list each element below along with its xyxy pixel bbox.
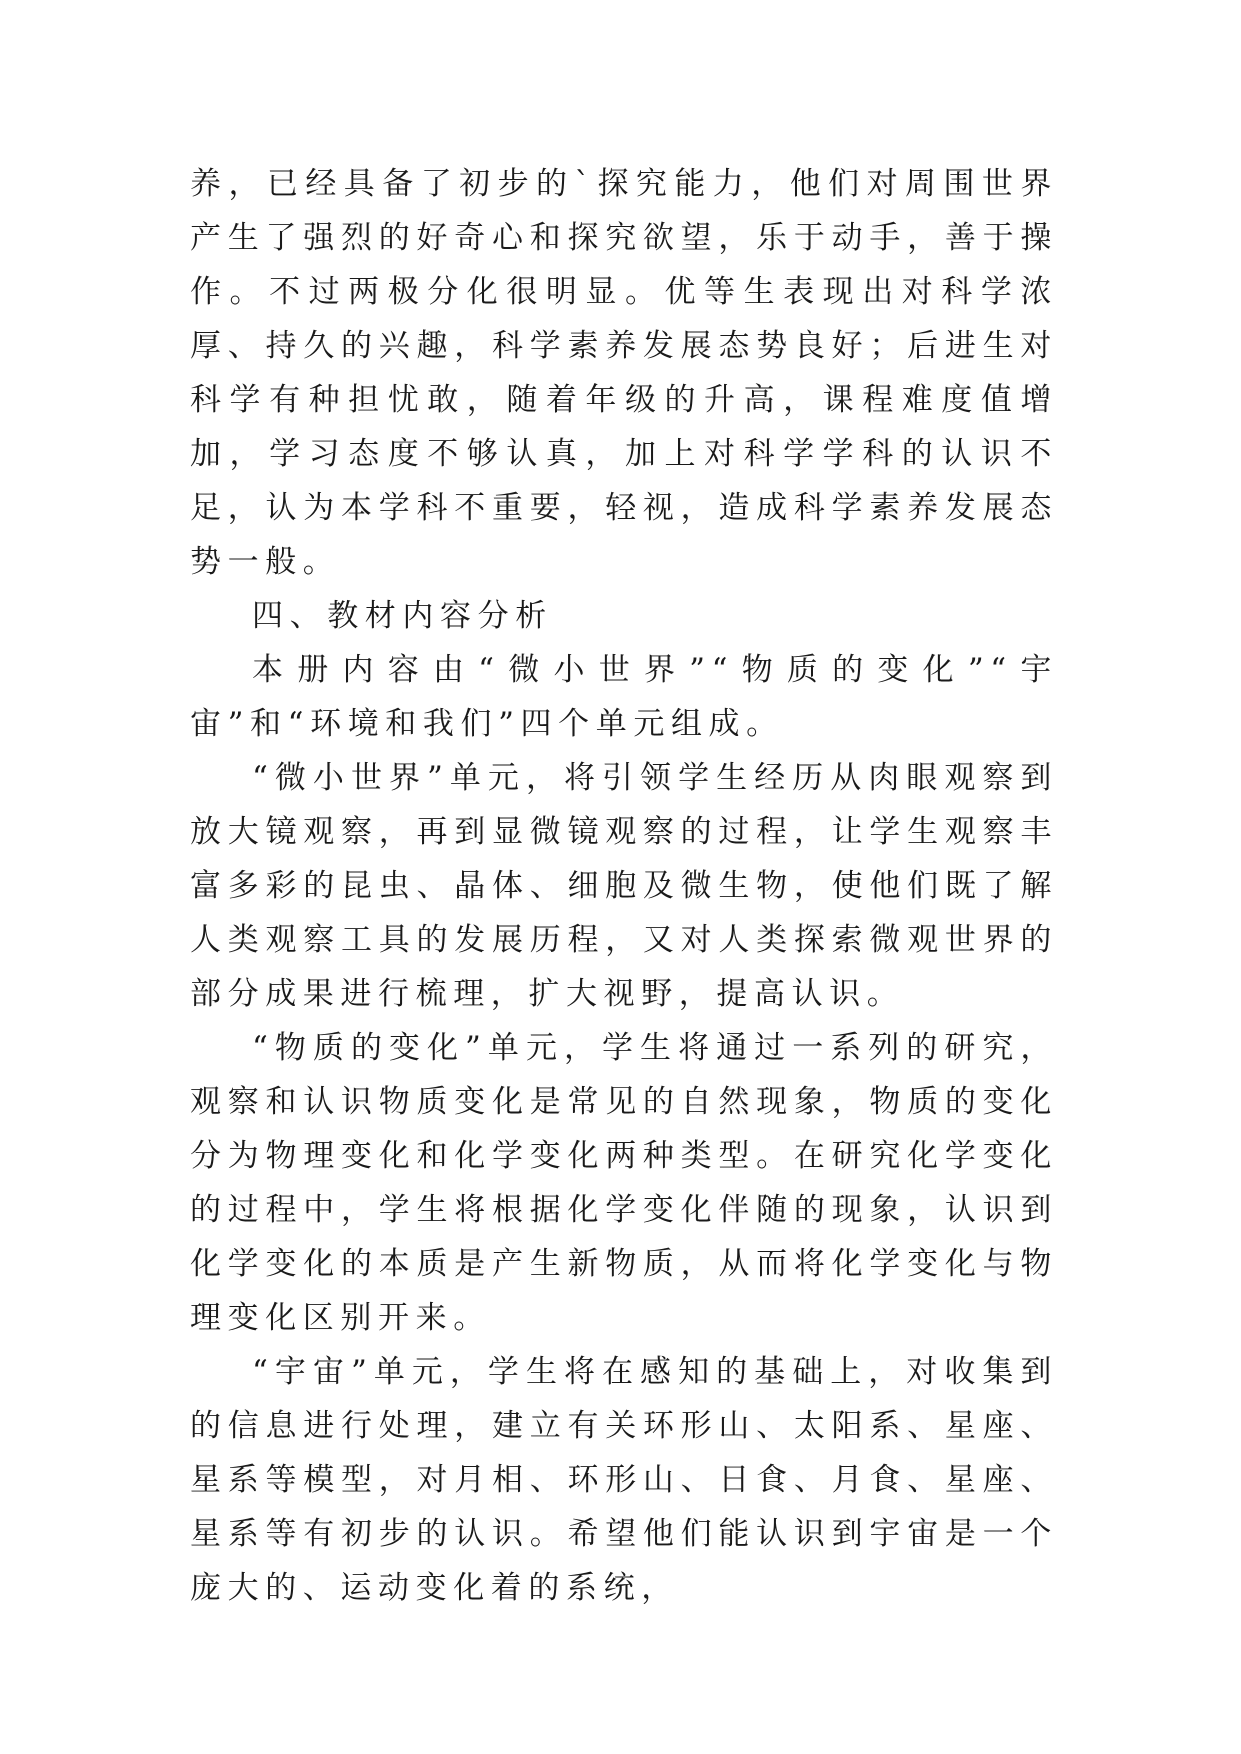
paragraph-universe-unit: “宇宙”单元，学生将在感知的基础上，对收集到的信息进行处理，建立有关环形山、太阳系、星座、星系等模型，对月相、环形山、日食、月食、星座、星系等有初步的认识。希望他们能认识到宇宙是一个庞大的、运动变化着的系统， — [190, 1354, 1058, 1606]
paragraph-matter-change-unit: “物质的变化”单元，学生将通过一系列的研究，观察和认识物质变化是常见的自然现象，物质的变化分为物理变化和化学变化两种类型。在研究化学变化的过程中，学生将根据化学变化伴随的现象，认识到化学变化的本质是产生新物质，从而将化学变化与物理变化区别开来。 — [190, 1030, 1058, 1336]
paragraph-student-analysis-continued: 养，已经具备了初步的`探究能力，他们对周围世界产生了强烈的好奇心和探究欲望，乐于动手，善于操作。不过两极分化很明显。优等生表现出对科学浓厚、持久的兴趣，科学素养发展态势良好；后进生对科学有种担忧敢，随着年级的升高，课程难度值增加，学习态度不够认真，加上对科学学科的认识不足，认为本学科不重要，轻视，造成科学素养发展态势一般。 — [190, 166, 1058, 580]
paragraph-units-overview: 本册内容由“微小世界”“物质的变化”“宇宙”和“环境和我们”四个单元组成。 — [190, 652, 1058, 742]
paragraph-micro-world-unit: “微小世界”单元，将引领学生经历从肉眼观察到放大镜观察，再到显微镜观察的过程，让学生观察丰富多彩的昆虫、晶体、细胞及微生物，使他们既了解人类观察工具的发展历程，又对人类探索微观世界的部分成果进行梳理，扩大视野，提高认识。 — [190, 760, 1058, 1012]
document-body — [190, 157, 1058, 1615]
section-heading-textbook-analysis: 四、教材内容分析 — [252, 598, 553, 634]
